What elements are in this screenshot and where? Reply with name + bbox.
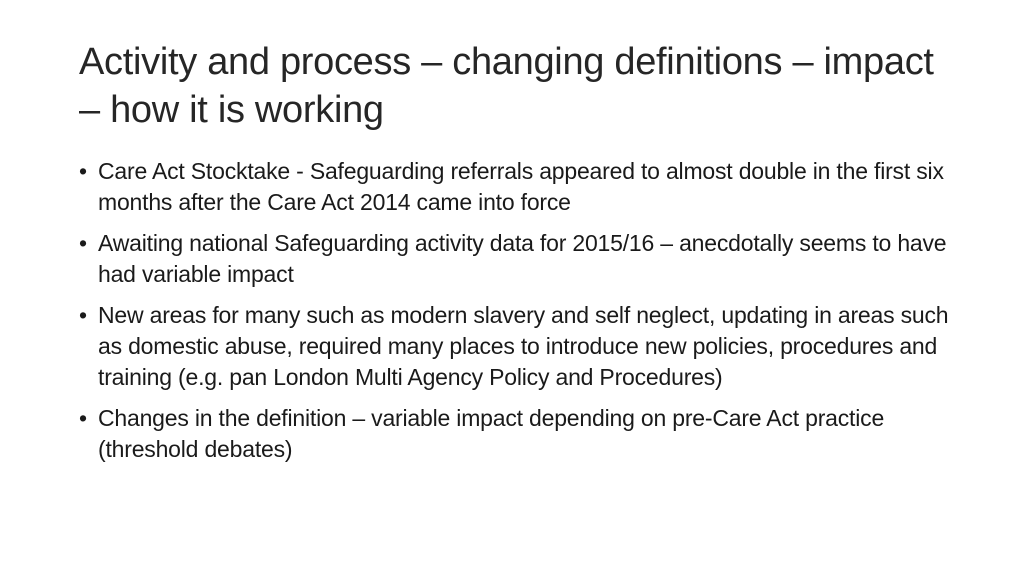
bullet-dot-icon: • — [79, 158, 87, 184]
bullet-text: New areas for many such as modern slavery and self neglect, updating in areas such as domestic abuse, required many places to introduce new policies, procedures and training (e.g. pan London Multi Agency Policy and Procedures) — [98, 302, 949, 390]
bullet-item — [79, 228, 959, 290]
bullet-text: Care Act Stocktake - Safeguarding referrals appeared to almost double in the first six months after the Care Act 2014 came into force — [98, 158, 944, 215]
bullet-text: Awaiting national Safeguarding activity data for 2015/16 – anecdotally seems to have had variable impact — [98, 230, 947, 287]
bullet-dot-icon: • — [79, 405, 87, 431]
bullet-dot-icon: • — [79, 302, 87, 328]
bullet-item — [79, 300, 959, 393]
bullet-item — [79, 156, 959, 218]
slide-title: Activity and process – changing definitions – impact – how it is working — [79, 41, 934, 131]
bullet-item — [79, 403, 959, 465]
bullet-list — [79, 156, 959, 475]
bullet-text: Changes in the definition – variable impact depending on pre-Care Act practice (threshold debates) — [98, 405, 885, 462]
bullet-dot-icon: • — [79, 230, 87, 256]
